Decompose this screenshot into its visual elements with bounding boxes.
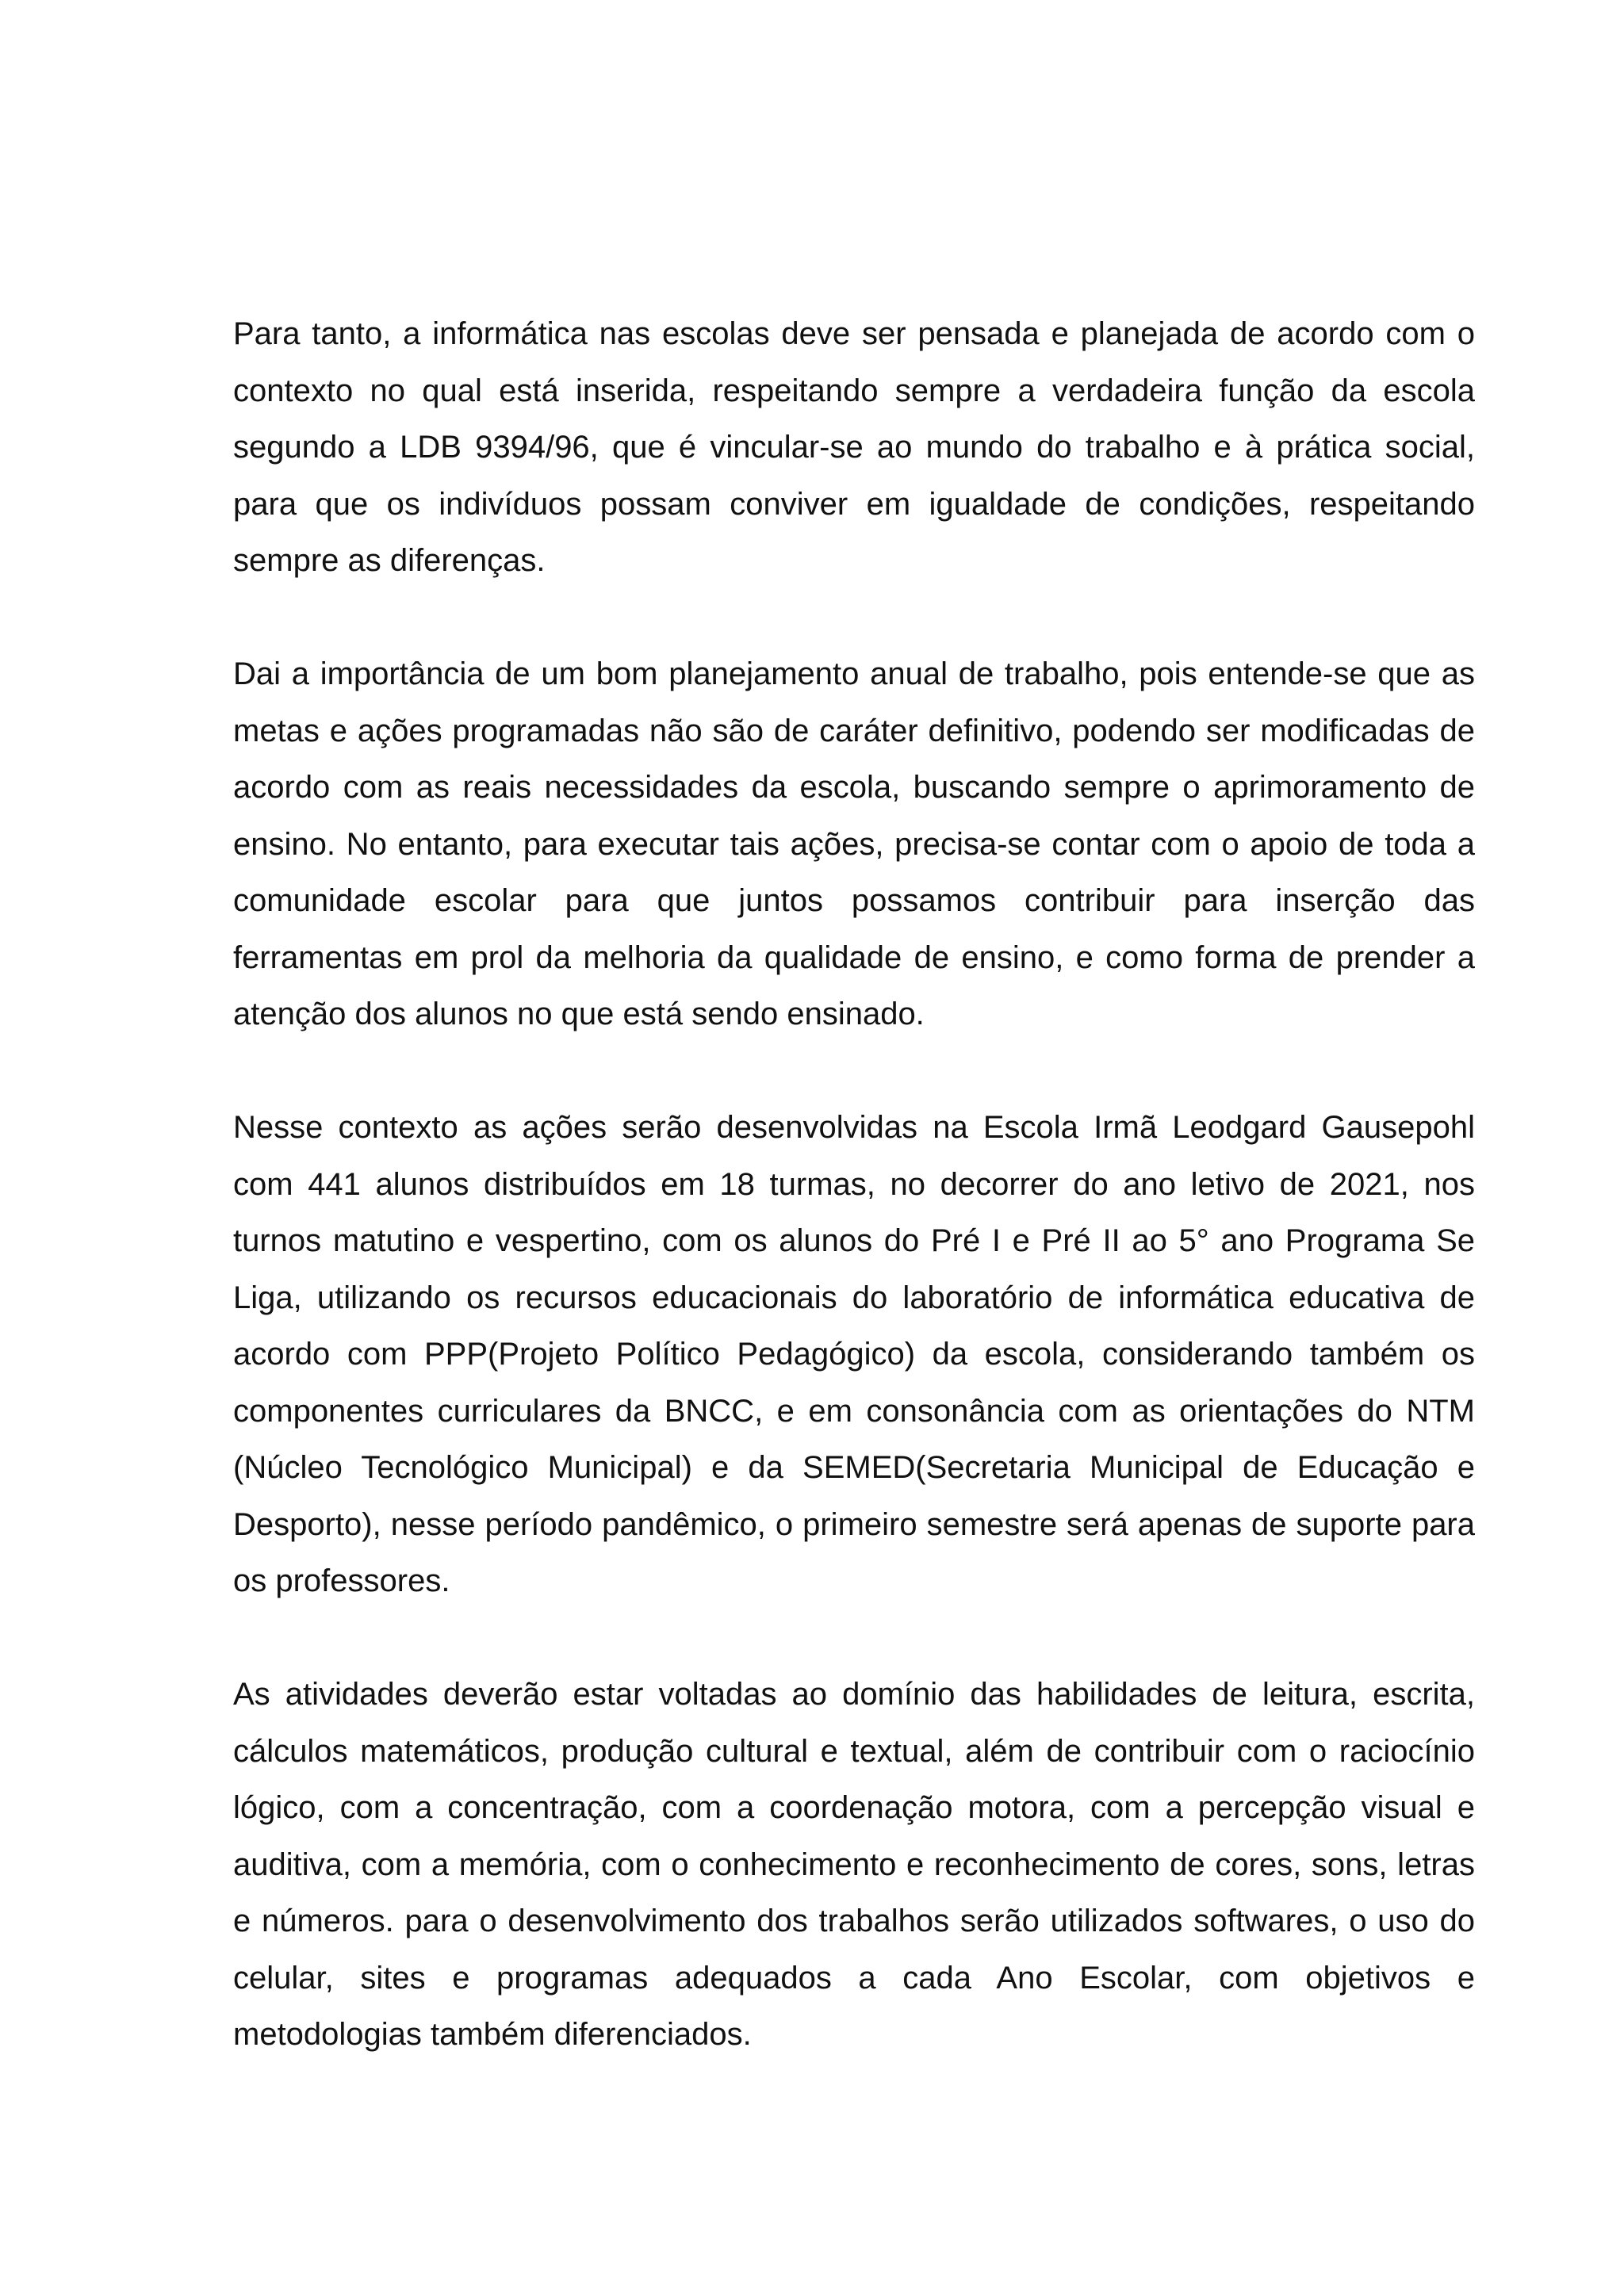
paragraph-atividades: As atividades deverão estar voltadas ao domínio das habilidades de leitura, escrita, cálculos matemáticos, produção cultural e textual, além de contribuir com o raciocínio lógico, com a concentração, com a coordenação motora, com a percepção visual e auditiva, com a memória, com o conhecimento e reconhecimento de cores, sons, letras e números. para o desenvolvimento dos trabalhos serão utilizados softwares, o uso do celular, sites e programas adequados a cada Ano Escolar, com objetivos e metodologias também diferenciados. <box>233 1677 1475 2052</box>
paragraph-planejamento-anual: Dai a importância de um bom planejamento anual de trabalho, pois entende-se que as metas e ações programadas não são de caráter definitivo, podendo ser modificadas de acordo com as reais necessidades da escola, buscando sempre o aprimoramento de ensino. No entanto, para executar tais ações, precisa-se contar com o apoio de toda a comunidade escolar para que juntos possamos contribuir para inserção das ferramentas em prol da melhoria da qualidade de ensino, e como forma de prender a atenção dos alunos no que está sendo ensinado. <box>233 656 1475 1031</box>
document-body <box>233 306 1475 2064</box>
paragraph-contexto-acoes: Nesse contexto as ações serão desenvolvidas na Escola Irmã Leodgard Gausepohl com 441 alunos distribuídos em 18 turmas, no decorrer do ano letivo de 2021, nos turnos matutino e vespertino, com os alunos do Pré I e Pré II ao 5° ano Programa Se Liga, utilizando os recursos educacionais do laboratório de informática educativa de acordo com PPP(Projeto Político Pedagógico) da escola, considerando também os componentes curriculares da BNCC, e em consonância com as orientações do NTM (Núcleo Tecnológico Municipal) e da SEMED(Secretaria Municipal de Educação e Desporto), nesse período pandêmico, o primeiro semestre será apenas de suporte para os professores. <box>233 1110 1475 1598</box>
paragraph-informatica-escolas: Para tanto, a informática nas escolas deve ser pensada e planejada de acordo com o contexto no qual está inserida, respeitando sempre a verdadeira função da escola segundo a LDB 9394/96, que é vincular-se ao mundo do trabalho e à prática social, para que os indivíduos possam conviver em igualdade de condições, respeitando sempre as diferenças. <box>233 316 1475 578</box>
